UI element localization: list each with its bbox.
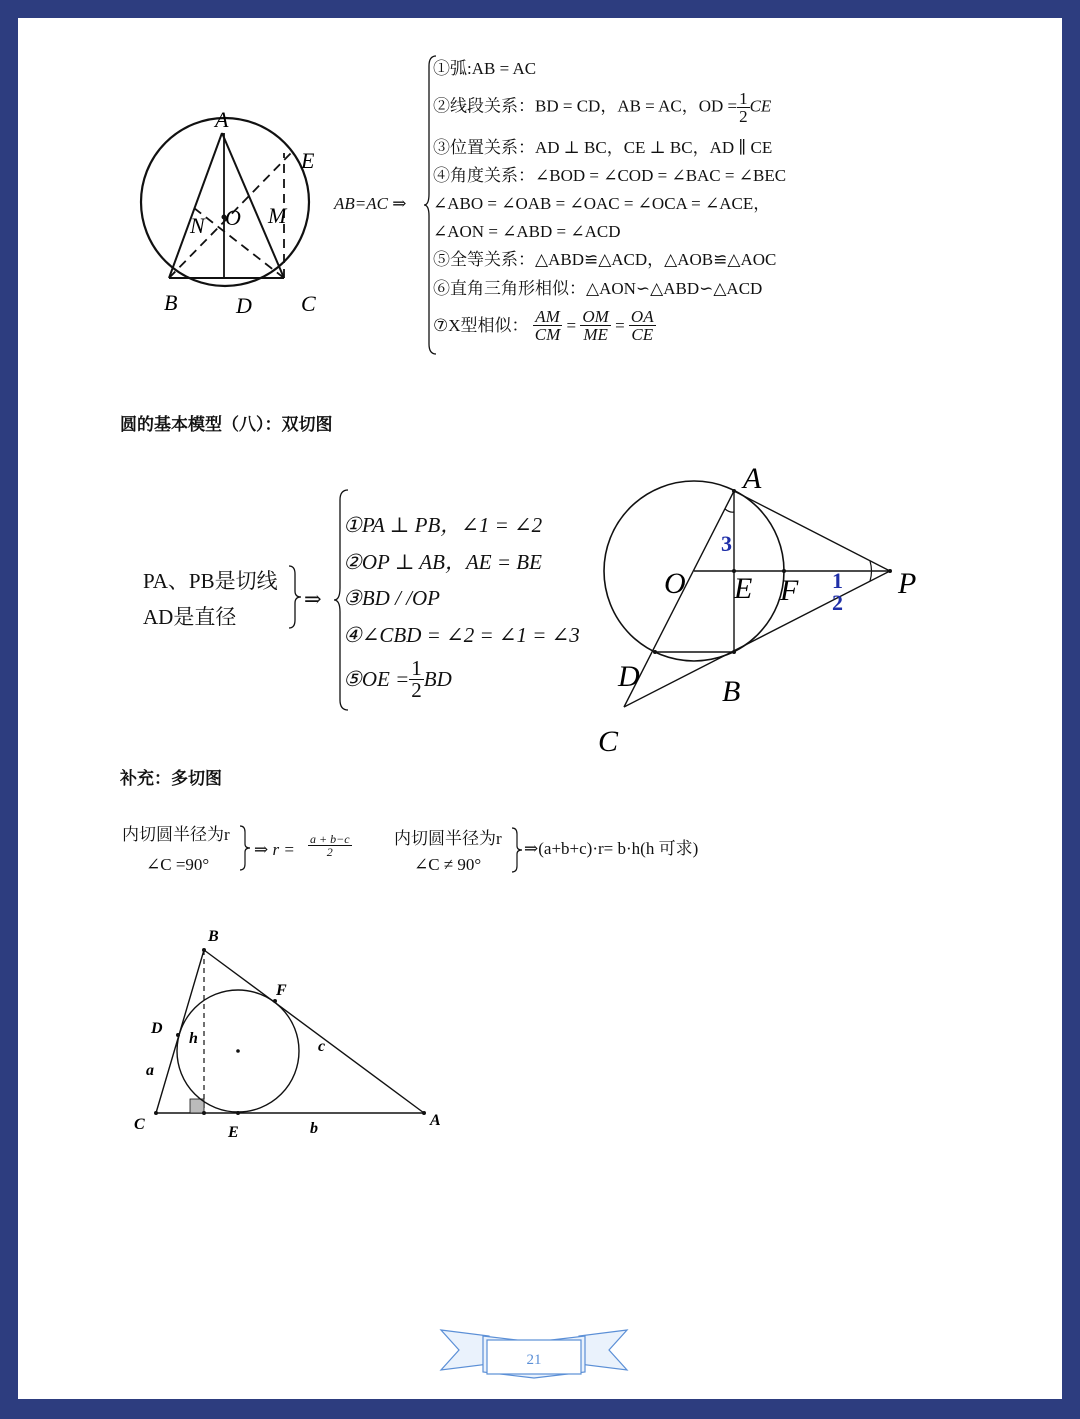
f2-line1: 内切圆半径为r xyxy=(394,829,502,848)
label-F: F xyxy=(780,574,799,607)
f1-fraction: $\frac{a + b-c}{2}$ xyxy=(310,832,350,859)
f2-result: ⇒(a+b+c)·r= b·h(h 可求) xyxy=(524,839,699,858)
s2-item-1: ①PA ⊥ PB，∠1 = ∠2 xyxy=(343,513,543,537)
s1-item-4b: ∠ABO = ∠OAB = ∠OAC = ∠OCA = ∠ACE， xyxy=(433,194,771,213)
f1-line1: 内切圆半径为r xyxy=(122,825,230,844)
section-heading-multi-tangent: 补充：多切图 xyxy=(120,769,222,789)
f1-result: ⇒ r = xyxy=(254,840,295,859)
label-O: O xyxy=(664,567,686,600)
small-brace-2 xyxy=(289,564,303,630)
angle-2-label: 2 xyxy=(832,590,843,615)
s1-item-3: ③位置关系：AD ⊥ BC，CE ⊥ BC，AD ∥ CE xyxy=(433,138,773,157)
label-B: B xyxy=(208,928,219,945)
premise-tangent: PA、PB是切线 xyxy=(143,569,278,593)
page-number-ribbon xyxy=(439,1326,629,1382)
premise-ab-ac: AB=AC ⇒ xyxy=(334,194,407,213)
label-C: C xyxy=(301,291,316,316)
page xyxy=(18,18,1062,1399)
label-E: E xyxy=(301,148,315,173)
label-C: C xyxy=(134,1116,145,1133)
s1-item-4c: ∠AON = ∠ABD = ∠ACD xyxy=(433,222,621,241)
label-C: C xyxy=(598,725,619,758)
label-A: A xyxy=(430,1112,441,1129)
s2-item-2: ②OP ⊥ AB，AE = BE xyxy=(343,550,542,574)
label-h: h xyxy=(189,1030,198,1047)
angle-3-label: 3 xyxy=(721,531,732,556)
implies-arrow: ⇒ xyxy=(304,587,322,611)
label-B: B xyxy=(164,290,178,315)
label-A: A xyxy=(215,107,229,132)
label-D: D xyxy=(618,660,640,693)
label-F: F xyxy=(276,982,287,999)
label-P: P xyxy=(898,567,917,600)
page-number: 21 xyxy=(526,1352,542,1368)
s1-item-1: ①弧:AB = AC xyxy=(433,59,537,78)
f2-line2: ∠C ≠ 90° xyxy=(414,855,482,874)
label-E: E xyxy=(734,572,753,605)
premise-diameter: AD是直径 xyxy=(143,605,237,629)
label-N: N xyxy=(190,213,205,238)
s1-item-6: ⑥直角三角形相似：△AON∽△ABD∽△ACD xyxy=(433,279,763,298)
f1-line2: ∠C =90° xyxy=(146,855,210,874)
f1-brace xyxy=(240,824,252,872)
label-a: a xyxy=(146,1062,154,1079)
f2-brace xyxy=(512,826,524,874)
label-b: b xyxy=(310,1120,318,1137)
s2-item-5: ⑤OE = $\frac{1}{2}$ BD xyxy=(343,656,452,702)
isosceles-circle-diagram xyxy=(128,107,328,318)
label-E: E xyxy=(228,1124,239,1141)
section-heading-double-tangent: 圆的基本模型（八）：双切图 xyxy=(120,415,333,435)
incircle-triangle-diagram xyxy=(118,913,478,1153)
s1-item-5: ⑤全等关系：△ABD≌△ACD，△AOB≌△AOC xyxy=(433,250,777,269)
label-O: O xyxy=(225,205,241,230)
label-c: c xyxy=(318,1038,326,1055)
s1-item-7: ⑦X型相似： $\frac{AM}{CM}$ = $\frac{OM}{ME}$ = $\frac{OA}{CE}$ xyxy=(433,307,654,344)
s2-item-4: ④∠CBD = ∠2 = ∠1 = ∠3 xyxy=(343,623,580,647)
label-D: D xyxy=(151,1020,163,1037)
label-B: B xyxy=(722,675,741,708)
angle-1-label: 1 xyxy=(832,568,843,593)
label-A: A xyxy=(743,462,762,495)
s1-item-4: ④角度关系：∠BOD = ∠COD = ∠BAC = ∠BEC xyxy=(433,166,787,185)
double-tangent-diagram xyxy=(588,458,928,758)
s1-item-2: ②线段关系：BD = CD，AB = AC，OD = $\frac{1}{2}$ CE xyxy=(433,89,772,126)
label-D: D xyxy=(236,293,252,318)
label-M: M xyxy=(268,203,287,228)
s2-item-3: ③BD / /OP xyxy=(343,586,440,610)
